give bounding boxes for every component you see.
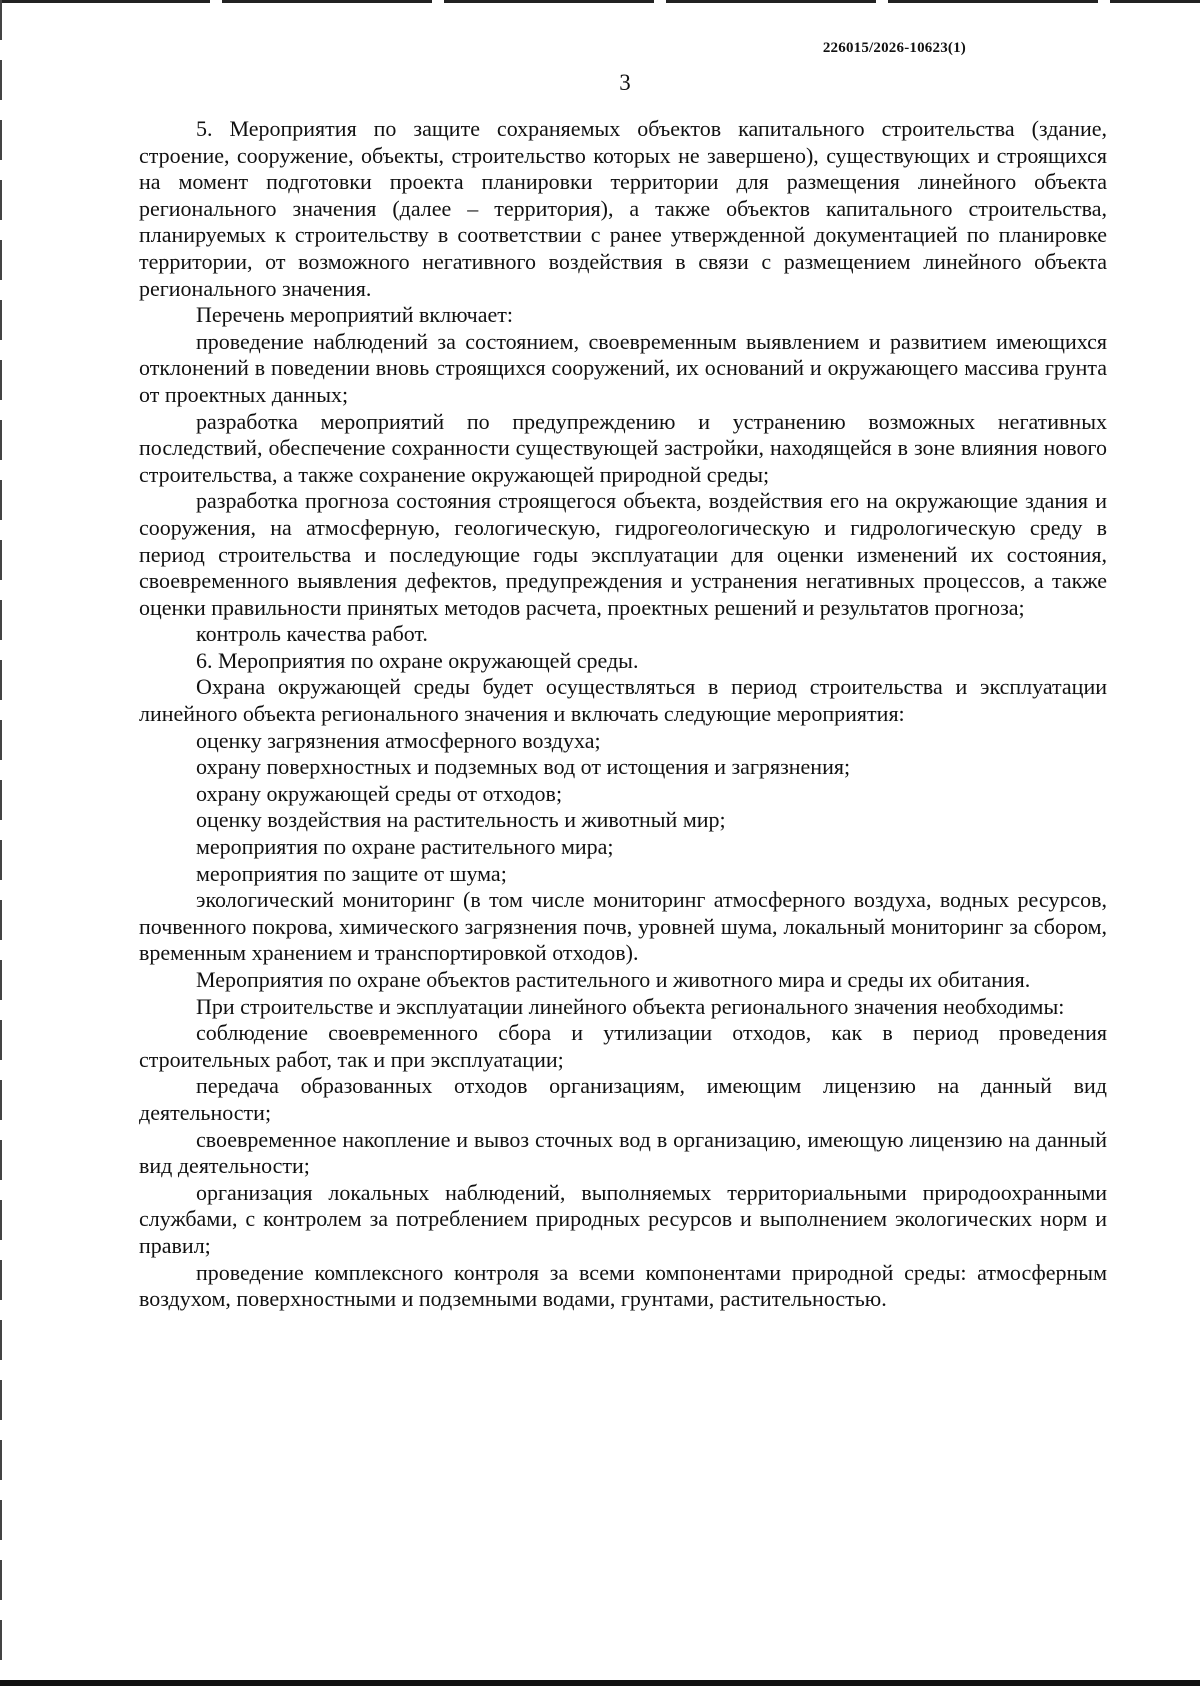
paragraph: передача образованных отходов организациям, имеющим лицензию на данный вид деятельности; [139, 1073, 1107, 1125]
section-heading: 6. Мероприятия по охране окружающей среды. [196, 647, 639, 673]
paragraph: Мероприятия по охране объектов растительного и животного мира и среды их обитания. [196, 967, 1031, 992]
paragraph: разработка прогноза состояния строящегося объекта, воздействия его на окружающие здания и сооружения, на атмосферную, геологическую, гидрогеологическую и гидрологическую среду в период строительства и последующие годы эксплуатации для оценки изменений их состояния, своевременного выявления дефектов, предупреждения и устранения негативных процессов, а также оценки правильности принятых методов расчета, проектных решений и результатов прогноза; [139, 488, 1107, 620]
paragraph: проведение комплексного контроля за всеми компонентами природной среды: атмосферным воздухом, поверхностными и подземными водами, грунтами, растительностью. [139, 1259, 1107, 1312]
left-scan-rule [0, 0, 2, 1686]
paragraph: соблюдение своевременного сбора и утилизации отходов, как в период проведения строительных работ, так и при эксплуатации; [139, 1020, 1107, 1072]
paragraph: разработка мероприятий по предупреждению и устранению возможных негативных последствий, обеспечение сохранности существующей застройки, находящейся в зоне влияния нового строительства, а также сохранение окружающей природной среды; [139, 408, 1107, 487]
document-number: 226015/2026-10623(1) [822, 40, 966, 56]
document-body [139, 116, 1107, 1313]
paragraph: 5. Мероприятия по защите сохраняемых объектов капитального строительства (здание, строение, сооружение, объекты, строительство которых не завершено), существующих и строящихся на момент подготовки проекта планировки территории для размещения линейного объекта регионального значения (далее – территория), а также объектов капитального строительства, планируемых к строительству в соответствии с ранее утвержденной документацией по планировке территории, от возможного негативного воздействия в связи с размещением линейного объекта регионального значения. [139, 116, 1107, 301]
paragraph: экологический мониторинг (в том числе мониторинг атмосферного воздуха, водных ресурсов, почвенного покрова, химического загрязнения почв, уровней шума, локальный мониторинг за сбором, временным хранением и транспортировкой отходов). [139, 887, 1107, 966]
list-item: охрану поверхностных и подземных вод от истощения и загрязнения; [196, 754, 851, 780]
top-scan-rule [0, 0, 1200, 3]
paragraph: При строительстве и эксплуатации линейного объекта регионального значения необходимы: [196, 993, 1065, 1019]
paragraph: организация локальных наблюдений, выполняемых территориальными природоохранными службами, с контролем за потреблением природных ресурсов и выполнением экологических норм и правил; [139, 1179, 1107, 1258]
paragraph: Перечень мероприятий включает: [196, 302, 513, 328]
list-item: мероприятия по защите от шума; [196, 860, 507, 886]
paragraph: Охрана окружающей среды будет осуществляться в период строительства и эксплуатации линейного объекта регионального значения и включать следующие мероприятия: [139, 674, 1107, 727]
paragraph: контроль качества работ. [196, 621, 428, 647]
list-item: оценку загрязнения атмосферного воздуха; [196, 727, 601, 753]
list-item: оценку воздействия на растительность и животный мир; [196, 807, 726, 833]
paragraph: проведение наблюдений за состоянием, своевременным выявлением и развитием имеющихся отклонений в поведении вновь строящихся сооружений, их оснований и окружающего массива грунта от проектных данных; [139, 328, 1107, 407]
list-item: мероприятия по охране растительного мира; [196, 834, 614, 860]
list-item: охрану окружающей среды от отходов; [196, 780, 563, 806]
page-number: 3 [619, 70, 631, 95]
paragraph: своевременное накопление и вывоз сточных вод в организацию, имеющую лицензию на данный вид деятельности; [139, 1126, 1107, 1179]
bottom-scan-rule [0, 1680, 1200, 1686]
